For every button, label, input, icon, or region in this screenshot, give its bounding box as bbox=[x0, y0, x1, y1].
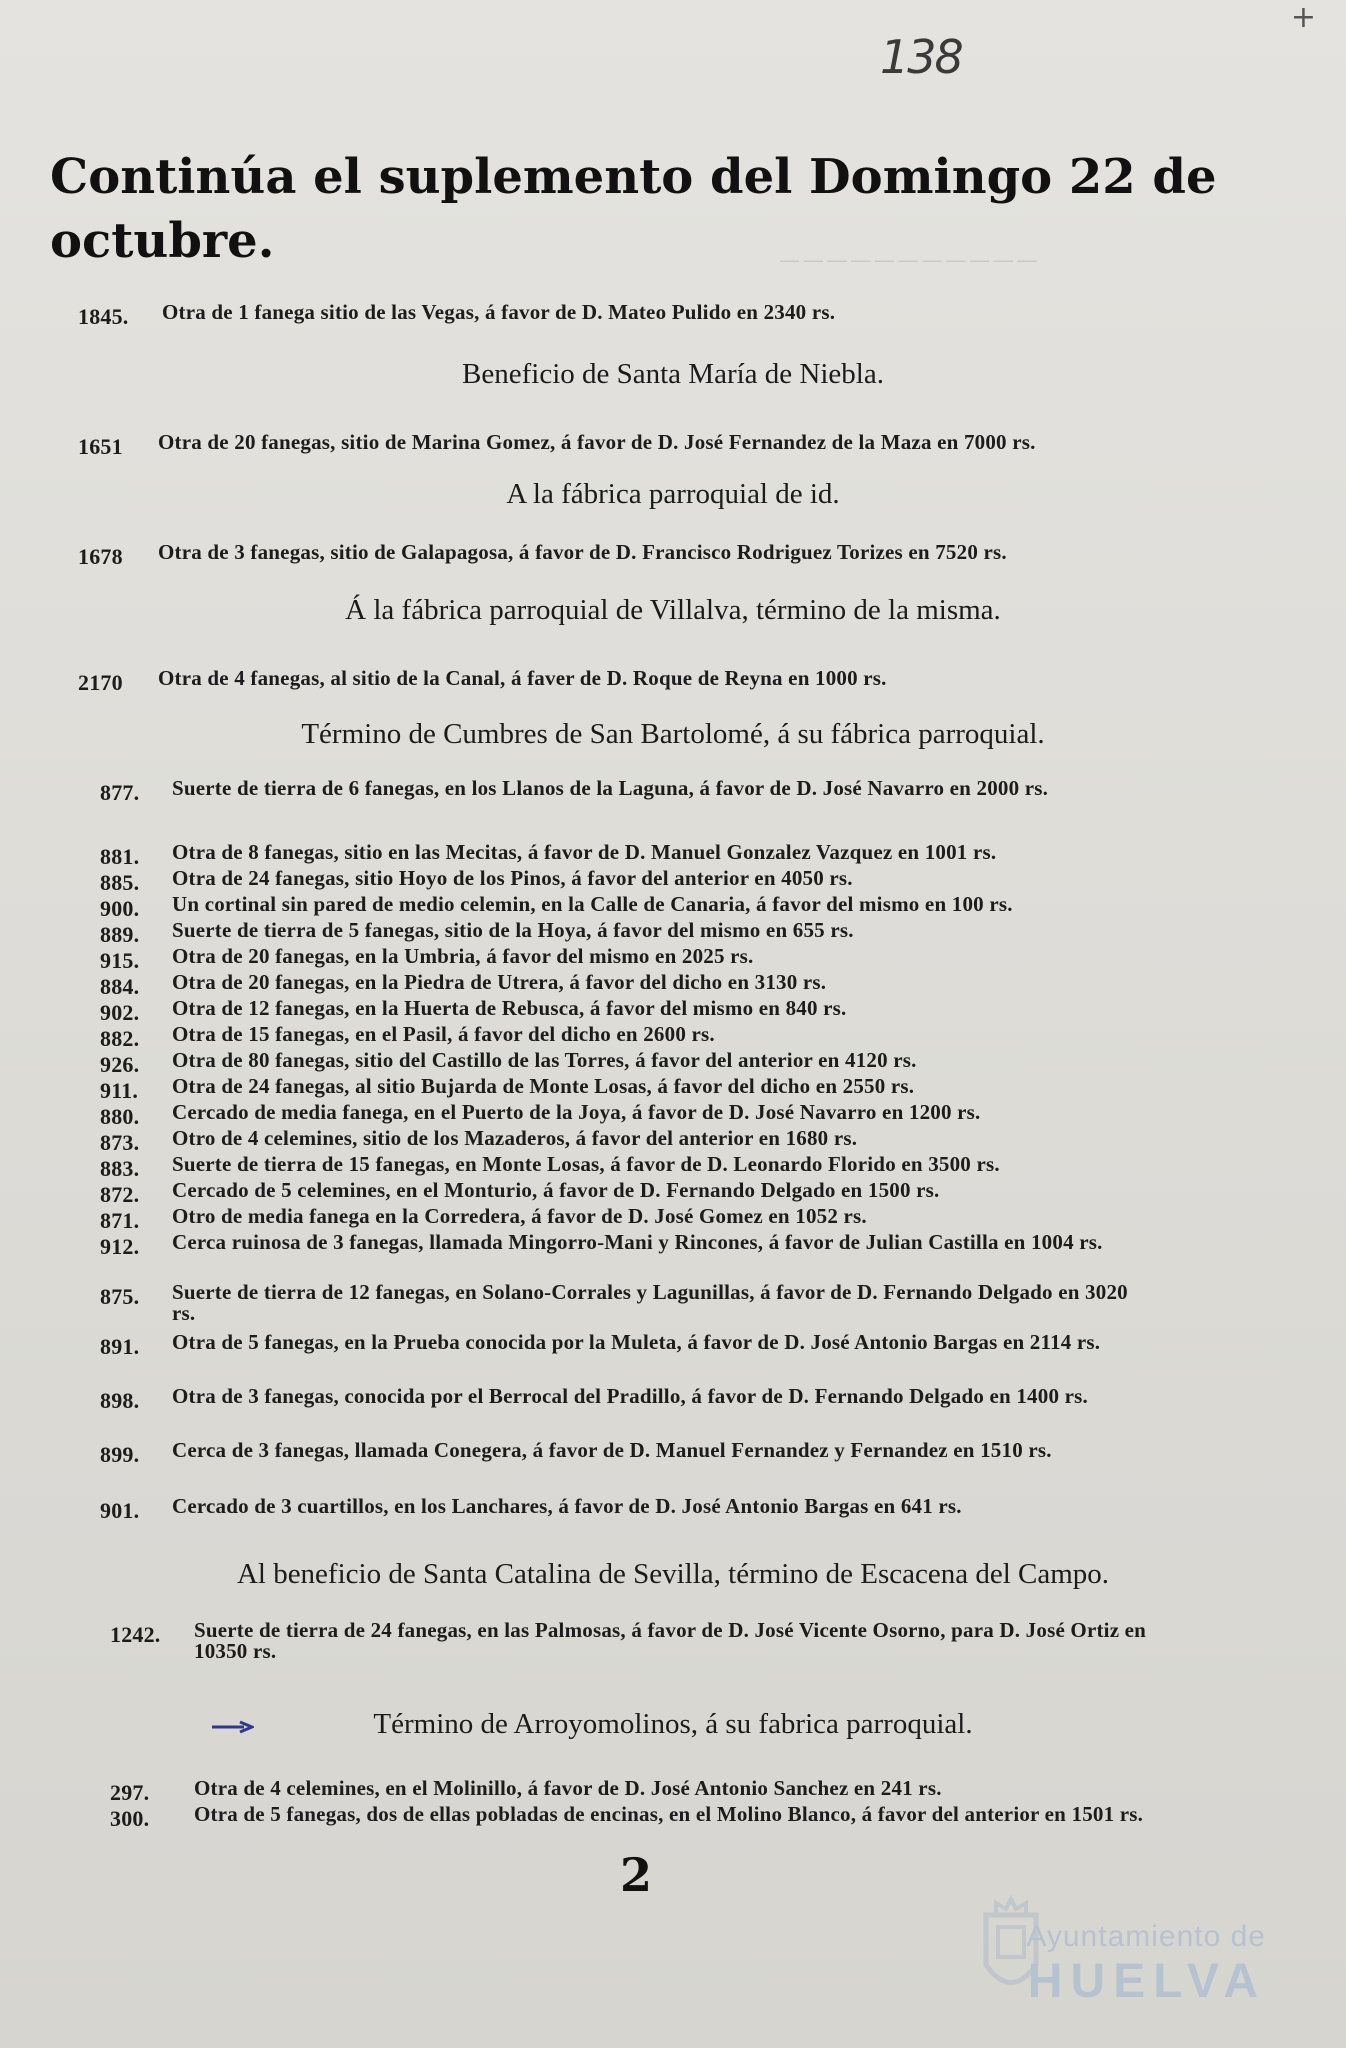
entry-text: Otra de 20 fanegas, en la Piedra de Utrera, á favor del dicho en 3130 rs. bbox=[172, 970, 827, 994]
entry-text: Suerte de tierra de 6 fanegas, en los Llanos de la Laguna, á favor de D. José Navarro en 2000 rs. bbox=[172, 776, 1049, 800]
entry-text: Otra de 3 fanegas, sitio de Galapagosa, á favor de D. Francisco Rodriguez Torizes en 7520 rs. bbox=[158, 540, 1007, 564]
entry-number: 912. bbox=[100, 1234, 140, 1259]
entry-text: Otra de 4 fanegas, al sitio de la Canal, á faver de D. Roque de Reyna en 1000 rs. bbox=[158, 666, 887, 690]
entry-number: 882. bbox=[100, 1026, 140, 1051]
entry-text: Otra de 20 fanegas, en la Umbria, á favor del mismo en 2025 rs. bbox=[172, 944, 754, 968]
entry-text: Otra de 15 fanegas, en el Pasil, á favor del dicho en 2600 rs. bbox=[172, 1022, 715, 1046]
stamp-line-2: HUELVA bbox=[1027, 1955, 1266, 2008]
section-heading: Á la fábrica parroquial de Villalva, término de la misma. bbox=[345, 594, 1001, 626]
entry-text: Otro de media fanega en la Corredera, á favor de D. José Gomez en 1052 rs. bbox=[172, 1204, 867, 1228]
entry-number: 889. bbox=[100, 922, 140, 947]
entry-text: Suerte de tierra de 15 fanegas, en Monte Losas, á favor de D. Leonardo Florido en 3500 rs. bbox=[172, 1152, 1000, 1176]
entry-number: 881. bbox=[100, 844, 140, 869]
entry-number: 871. bbox=[100, 1208, 140, 1233]
entry-number: 297. bbox=[110, 1780, 150, 1805]
entry-number: 899. bbox=[100, 1442, 140, 1467]
entry-number: 880. bbox=[100, 1104, 140, 1129]
entry-text: Otra de 5 fanegas, dos de ellas pobladas de encinas, en el Molino Blanco, á favor del anterior en 1501 rs. bbox=[194, 1802, 1144, 1826]
corner-pencil-mark: + bbox=[1290, 0, 1316, 35]
entry-number: 1845. bbox=[78, 304, 129, 329]
entry-text: Otro de 4 celemines, sitio de los Mazaderos, á favor del anterior en 1680 rs. bbox=[172, 1126, 858, 1150]
entry-number: 891. bbox=[100, 1334, 140, 1359]
page-title: Continúa el suplemento del Domingo 22 de octubre. bbox=[50, 149, 1217, 269]
watermark-stamp bbox=[1026, 1920, 1266, 2009]
section-heading: Al beneficio de Santa Catalina de Sevilla, término de Escacena del Campo. bbox=[236, 1558, 1110, 1590]
entry-number: 873. bbox=[100, 1130, 140, 1155]
entry-number: 1242. bbox=[110, 1622, 161, 1647]
entry-text: Suerte de tierra de 24 fanegas, en las Palmosas, á favor de D. José Vicente Osorno, para D. José Ortiz en 10350 rs. bbox=[194, 1618, 1147, 1663]
entry-number: 900. bbox=[100, 896, 140, 921]
entry-number: 911. bbox=[100, 1078, 139, 1103]
section-heading: Beneficio de Santa María de Niebla. bbox=[462, 358, 884, 390]
entry-text: Otra de 8 fanegas, sitio en las Mecitas, á favor de D. Manuel Gonzalez Vazquez en 1001 rs. bbox=[172, 840, 997, 864]
entry-number: 898. bbox=[100, 1388, 140, 1413]
entry-number: 872. bbox=[100, 1182, 140, 1207]
page-number: 2 bbox=[620, 1848, 653, 1902]
section-heading: A la fábrica parroquial de id. bbox=[506, 478, 840, 510]
entry-text: Otra de 3 fanegas, conocida por el Berrocal del Pradillo, á favor de D. Fernando Delgado en 1400 rs. bbox=[172, 1384, 1088, 1408]
entry-text: Un cortinal sin pared de medio celemin, en la Calle de Canaria, á favor del mismo en 100 rs. bbox=[172, 892, 1013, 916]
entry-text: Cercado de 5 celemines, en el Monturio, á favor de D. Fernando Delgado en 1500 rs. bbox=[172, 1178, 940, 1202]
stamp-line-1: Ayuntamiento de bbox=[1026, 1920, 1266, 1953]
entry-text: Otra de 24 fanegas, al sitio Bujarda de Monte Losas, á favor del dicho en 2550 rs. bbox=[172, 1074, 915, 1098]
section-heading: Término de Arroyomolinos, á su fabrica parroquial. bbox=[373, 1708, 973, 1740]
entry-text: Cerca ruinosa de 3 fanegas, llamada Mingorro-Mani y Rincones, á favor de Julian Castilla en 1004 rs. bbox=[172, 1230, 1103, 1254]
entry-number: 875. bbox=[100, 1284, 140, 1309]
entry-number: 926. bbox=[100, 1052, 140, 1077]
entry-text: Suerte de tierra de 12 fanegas, en Solano-Corrales y Lagunillas, á favor de D. Fernando Delgado en 3020 rs. bbox=[172, 1280, 1128, 1325]
entry-number: 300. bbox=[110, 1806, 150, 1831]
section-heading: Término de Cumbres de San Bartolomé, á su fábrica parroquial. bbox=[301, 718, 1045, 750]
entry-text: Cerca de 3 fanegas, llamada Conegera, á favor de D. Manuel Fernandez y Fernandez en 1510 rs. bbox=[172, 1438, 1052, 1462]
entry-number: 885. bbox=[100, 870, 140, 895]
entry-text: Otra de 1 fanega sitio de las Vegas, á favor de D. Mateo Pulido en 2340 rs. bbox=[162, 300, 836, 324]
entry-number: 884. bbox=[100, 974, 140, 999]
entry-number: 1678 bbox=[78, 544, 123, 569]
entry-number: 883. bbox=[100, 1156, 140, 1181]
entry-text: Otra de 4 celemines, en el Molinillo, á favor de D. José Antonio Sanchez en 241 rs. bbox=[194, 1776, 942, 1800]
bleed-through-text: — — — — — — — — — — — bbox=[780, 250, 1037, 271]
entry-text: Cercado de media fanega, en el Puerto de la Joya, á favor de D. José Navarro en 1200 rs. bbox=[172, 1100, 981, 1124]
handwritten-folio-number: 138 bbox=[880, 30, 962, 84]
entry-text: Suerte de tierra de 5 fanegas, sitio de la Hoya, á favor del mismo en 655 rs. bbox=[172, 918, 854, 942]
entry-text: Cercado de 3 cuartillos, en los Lanchares, á favor de D. José Antonio Bargas en 641 rs. bbox=[172, 1494, 962, 1518]
entry-text: Otra de 5 fanegas, en la Prueba conocida por la Muleta, á favor de D. José Antonio Bargas en 2114 rs. bbox=[172, 1330, 1101, 1354]
entry-number: 901. bbox=[100, 1498, 140, 1523]
entry-number: 2170 bbox=[78, 670, 123, 695]
entry-number: 902. bbox=[100, 1000, 140, 1025]
entry-text: Otra de 20 fanegas, sitio de Marina Gomez, á favor de D. José Fernandez de la Maza en 7000 rs. bbox=[158, 430, 1036, 454]
entry-number: 1651 bbox=[78, 434, 123, 459]
entry-number: 915. bbox=[100, 948, 140, 973]
entry-text: Otra de 80 fanegas, sitio del Castillo de las Torres, á favor del anterior en 4120 rs. bbox=[172, 1048, 917, 1072]
entry-number: 877. bbox=[100, 780, 140, 805]
entry-text: Otra de 12 fanegas, en la Huerta de Rebusca, á favor del mismo en 840 rs. bbox=[172, 996, 847, 1020]
entry-text: Otra de 24 fanegas, sitio Hoyo de los Pinos, á favor del anterior en 4050 rs. bbox=[172, 866, 853, 890]
